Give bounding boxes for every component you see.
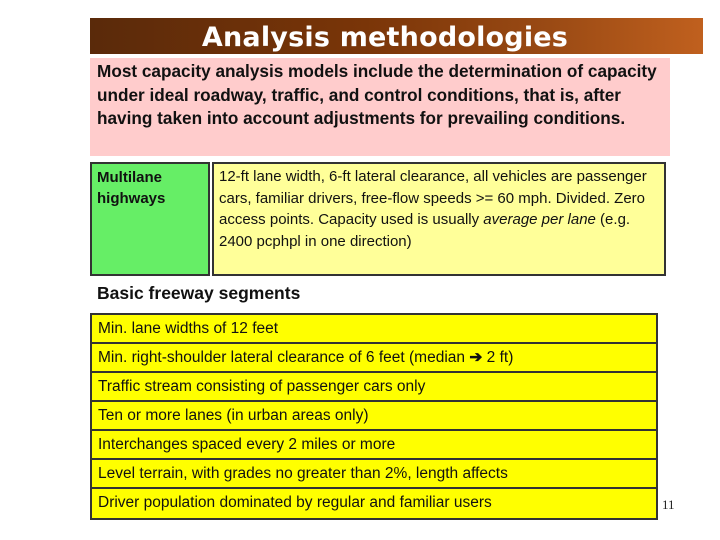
multilane-desc-part1: 12-ft lane width, 6-ft lateral clearance, all vehicles are passenger cars, familiar drivers, free-flow speeds >= 60 mph. Divided. Zero access points. Capacity used is usually — [219, 168, 647, 228]
page-number: 11 — [662, 497, 675, 512]
multilane-description — [212, 162, 666, 276]
intro-text: Most capacity analysis models include the determination of capacity under ideal roadway, traffic, and control conditions, that is, after having taken into account adjustments for prevailing conditions. — [90, 58, 670, 156]
list-item: Min. lane widths of 12 feet — [92, 315, 656, 344]
list-item: Driver population dominated by regular and familiar users — [98, 494, 492, 511]
list-item: Level terrain, with grades no greater than 2%, length affects — [92, 460, 656, 489]
title-bar — [90, 18, 703, 54]
arrow-right-icon: ➔ — [469, 349, 483, 366]
list-item — [92, 344, 656, 373]
multilane-desc-emphasis: average per lane — [483, 211, 596, 228]
slide-title: Analysis methodologies — [201, 22, 569, 53]
list-item: Interchanges spaced every 2 miles or more — [92, 431, 656, 460]
freeway-heading: Basic freeway segments — [97, 283, 301, 303]
list-item: Traffic stream consisting of passenger cars only — [92, 373, 656, 402]
list-item: Ten or more lanes (in urban areas only) — [92, 402, 656, 431]
freeway-conditions-list — [90, 313, 658, 520]
list-item-text: Min. right-shoulder lateral clearance of 6 feet (median — [98, 349, 466, 366]
list-item-text-end: 2 ft) — [482, 349, 514, 366]
multilane-label: Multilane highways — [90, 162, 210, 276]
multilane-desc-part2: (e.g. 2400 pcphpl in one direction) — [219, 211, 631, 250]
